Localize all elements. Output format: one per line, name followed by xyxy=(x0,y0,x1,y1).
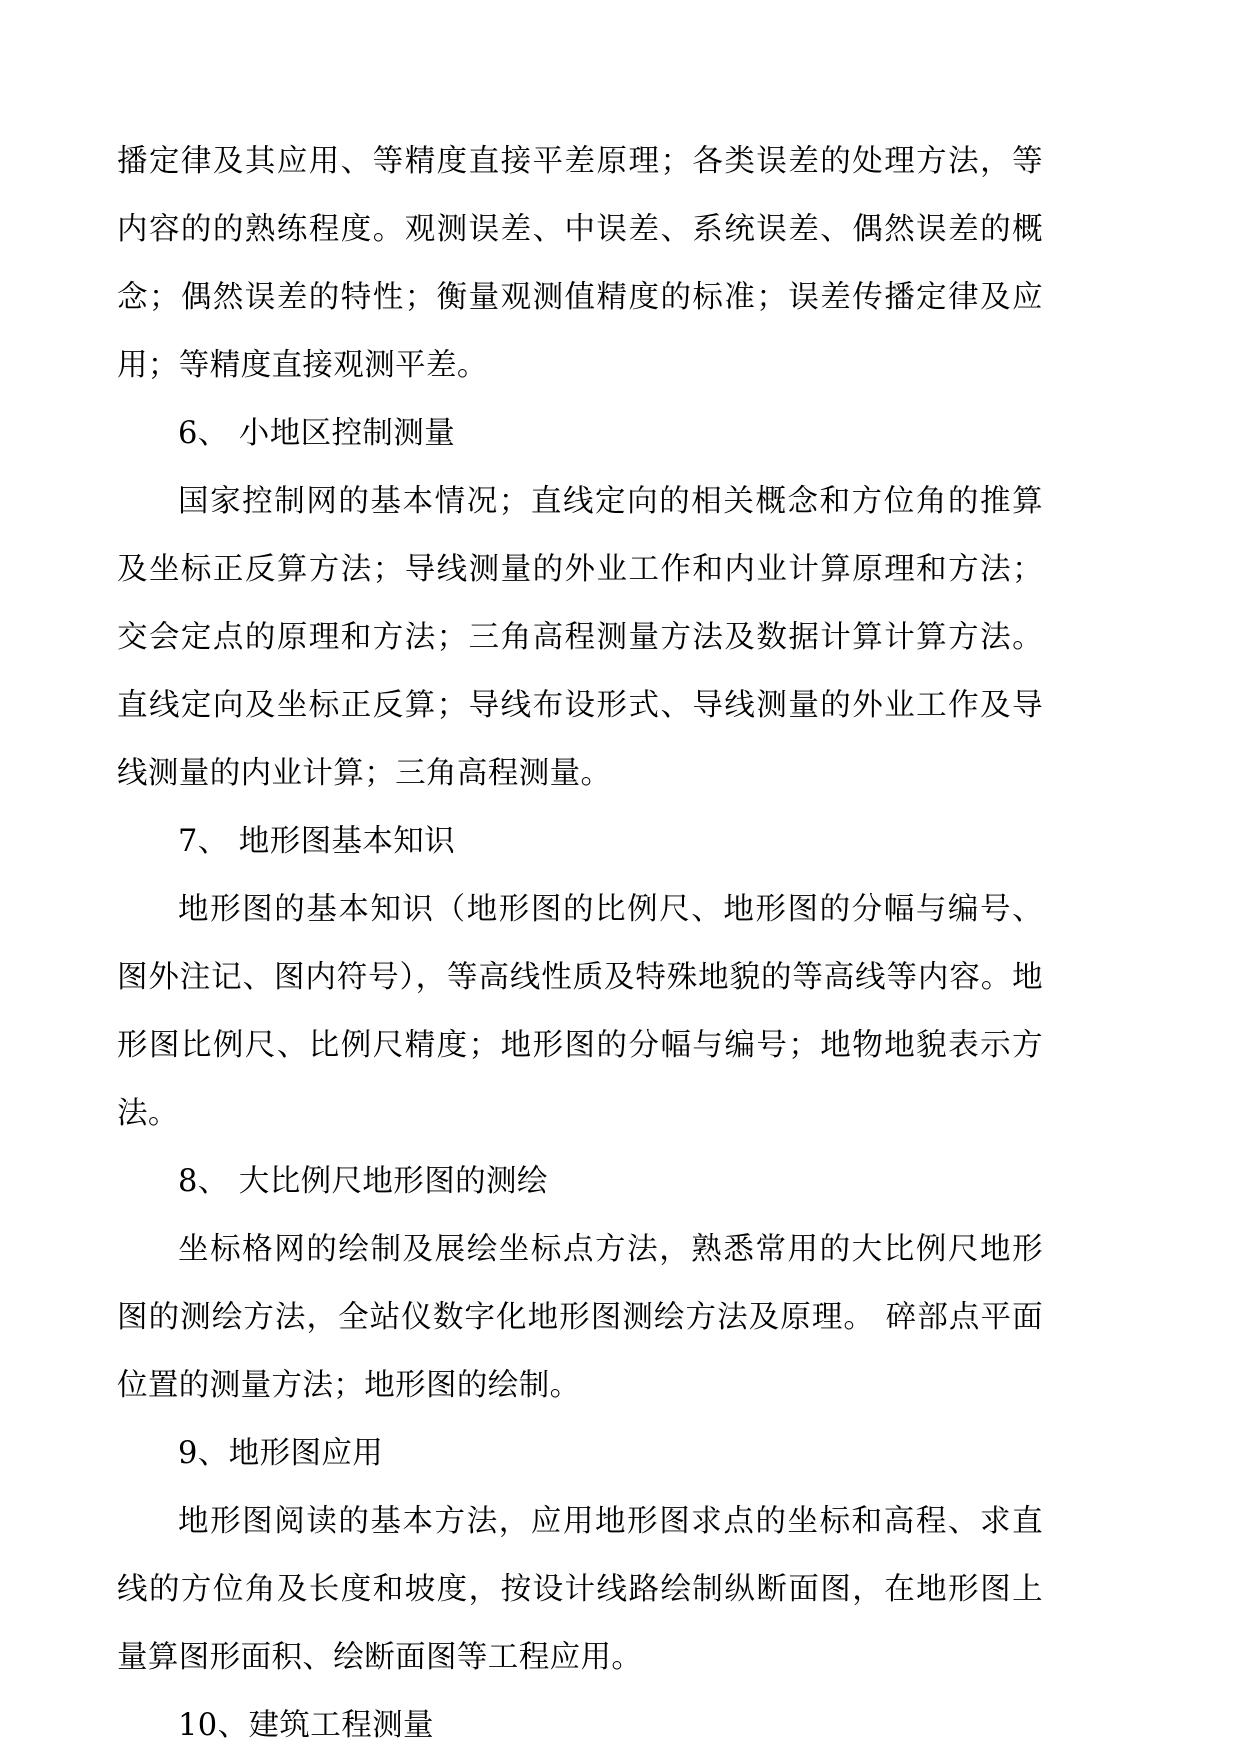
paragraph-section-6: 国家控制网的基本情况；直线定向的相关概念和方位角的推算及坐标正反算方法；导线测量的外业工作和内业计算原理和方法；交会定点的原理和方法；三角高程测量方法及数据计算计算方法。直线定向及坐标正反算；导线布设形式、导线测量的外业工作及导线测量的内业计算；三角高程测量。 xyxy=(117,484,1043,791)
heading-section-7: 7、 地形图基本知识 xyxy=(178,824,456,859)
heading-section-6: 6、 小地区控制测量 xyxy=(178,416,456,451)
heading-section-9: 9、地形图应用 xyxy=(178,1436,384,1471)
paragraph-error-theory-continued: 播定律及其应用、等精度直接平差原理；各类误差的处理方法，等内容的的熟练程度。观测误差、中误差、系统误差、偶然误差的概念；偶然误差的特性；衡量观测值精度的标准；误差传播定律及应用；等精度直接观测平差。 xyxy=(117,144,1043,383)
paragraph-section-9: 地形图阅读的基本方法，应用地形图求点的坐标和高程、求直线的方位角及长度和坡度，按设计线路绘制纵断面图，在地形图上量算图形面积、绘断面图等工程应用。 xyxy=(117,1504,1043,1675)
heading-section-8: 8、 大比例尺地形图的测绘 xyxy=(178,1164,548,1199)
heading-section-10: 10、建筑工程测量 xyxy=(178,1708,434,1743)
paragraph-section-8: 坐标格网的绘制及展绘坐标点方法，熟悉常用的大比例尺地形图的测绘方法，全站仪数字化地形图测绘方法及原理。 碎部点平面位置的测量方法；地形图的绘制。 xyxy=(117,1232,1043,1403)
document-body xyxy=(117,128,1043,1754)
paragraph-section-7: 地形图的基本知识（地形图的比例尺、地形图的分幅与编号、图外注记、图内符号），等高线性质及特殊地貌的等高线等内容。地形图比例尺、比例尺精度；地形图的分幅与编号；地物地貌表示方法。 xyxy=(117,892,1043,1131)
